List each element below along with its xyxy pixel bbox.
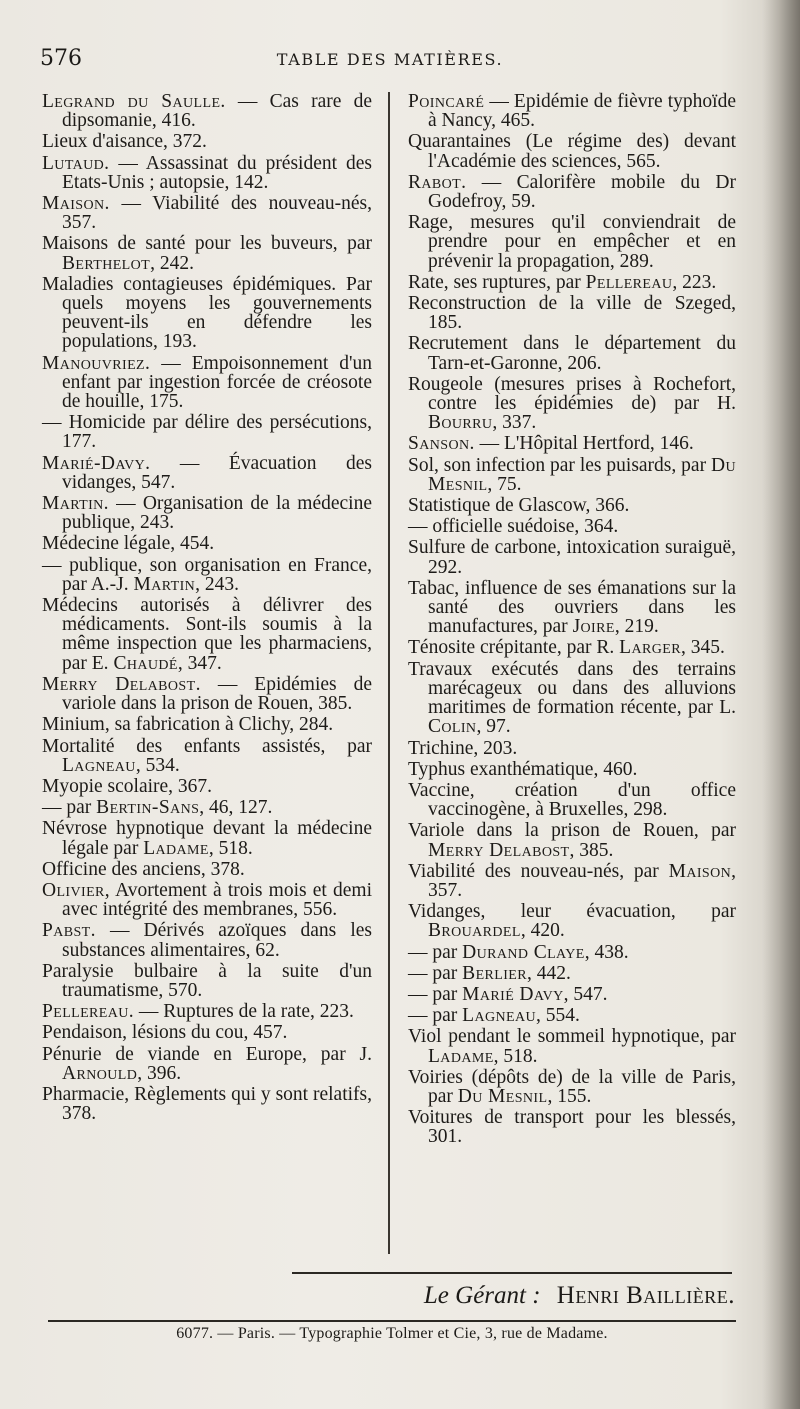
entry-text: , 345.	[680, 637, 725, 659]
entry-text: — Organisation de la médecine publique, 243.	[62, 493, 372, 534]
entry-text: , 155.	[547, 1085, 592, 1107]
entry-text: Mortalité des enfants assistés, par	[42, 735, 372, 757]
author-name: Bourru	[428, 412, 493, 434]
entry-text: Ténosite crépitante, par R.	[408, 637, 620, 659]
running-title: TABLE DES MATIÈRES.	[276, 50, 504, 69]
index-entry	[42, 596, 372, 673]
entry-text: Variole dans la prison de Rouen, par	[408, 820, 736, 842]
index-entry	[408, 375, 736, 433]
entry-text: , 242.	[150, 252, 194, 274]
author-name: Ladame	[143, 837, 209, 859]
index-entry	[42, 860, 372, 879]
entry-text: — officielle suédoise, 364.	[408, 516, 619, 538]
entry-text: Rate, ses ruptures, par	[408, 271, 586, 293]
entry-text: , 97.	[476, 716, 511, 738]
author-name: Olivier,	[42, 879, 111, 901]
index-entry	[408, 739, 736, 758]
author-name: Colin	[428, 716, 477, 738]
index-entry	[408, 902, 736, 940]
index-entry	[42, 92, 372, 130]
author-name: Lagneau	[62, 754, 136, 776]
author-name: Maison	[668, 860, 732, 882]
index-entry	[408, 213, 736, 271]
entry-text: — par	[42, 797, 97, 819]
author-name: Pellereau	[585, 271, 673, 293]
author-name: Merry Delabost.	[42, 673, 201, 695]
index-entry	[42, 154, 372, 192]
author-name: Joire	[572, 616, 615, 638]
entry-text: — Empoisonnement d'un enfant par ingestion forcée de créosote de houille, 175.	[62, 352, 372, 413]
entry-text: Travaux exécutés dans des terrains marécageux ou dans des alluvions maritimes de formation récente, par L.	[408, 658, 736, 719]
index-entry	[408, 985, 736, 1004]
author-name: Pellereau.	[42, 1001, 135, 1023]
entry-text: — par	[408, 1005, 463, 1027]
author-name: Martin	[133, 573, 196, 595]
author-name: Arnould	[62, 1062, 138, 1084]
index-entry	[408, 132, 736, 170]
signature-name: Henri Baillière.	[556, 1282, 735, 1309]
index-entry	[408, 660, 736, 737]
entry-text: Voiries (dépôts de) de la ville de Paris, par	[408, 1066, 736, 1107]
book-spine-shadow	[762, 0, 800, 1409]
index-entry	[408, 538, 736, 576]
author-name: Lutaud.	[42, 152, 110, 174]
entry-text: Pharmacie, Règlements qui y sont relatifs, 378.	[42, 1083, 372, 1125]
entry-text: Recrutement dans le département du Tarn-et-Garonne, 206.	[408, 333, 736, 374]
author-name: Poincaré	[408, 91, 485, 112]
entry-text: , 534.	[135, 754, 180, 776]
index-entry	[408, 781, 736, 819]
author-name: Ladame	[428, 1045, 494, 1067]
index-entry	[42, 921, 372, 959]
index-entry	[408, 173, 736, 211]
author-name: Berlier	[462, 962, 527, 984]
entry-text: — Viabilité des nouveau-nés, 357.	[62, 193, 372, 234]
index-entry	[42, 1045, 372, 1083]
entry-text: Myopie scolaire, 367.	[42, 775, 213, 797]
entry-text: — Homicide par délire des persécutions, 177.	[42, 412, 372, 453]
entry-text: Viol pendant le sommeil hypnotique, par	[408, 1026, 736, 1048]
entry-text: , 223.	[672, 271, 717, 293]
index-entry	[408, 821, 736, 859]
index-entry	[42, 962, 372, 1000]
index-entry	[42, 454, 372, 492]
entry-text: Trichine, 203.	[408, 737, 518, 759]
entry-text: , 442.	[526, 962, 571, 984]
entry-text: Sulfure de carbone, intoxication suraiguë, 292.	[408, 537, 736, 578]
entry-text: Quarantaines (Le régime des) devant l'Académie des sciences, 565.	[408, 131, 736, 172]
author-name: Du Mesnil	[457, 1085, 548, 1107]
index-entry	[42, 534, 372, 553]
author-name: Bertin-Sans	[96, 797, 200, 819]
entry-text: — par	[408, 962, 463, 984]
left-index-column	[42, 92, 372, 1125]
index-entry	[42, 413, 372, 451]
entry-text: Tabac, influence de ses émanations sur la santé des ouvriers dans les manufactures, par	[408, 577, 736, 638]
index-entry	[42, 777, 372, 796]
entry-text: — par	[408, 941, 463, 963]
index-entry	[42, 1085, 372, 1123]
entry-text: , 518.	[493, 1045, 538, 1067]
entry-text: Reconstruction de la ville de Szeged, 185.	[408, 293, 736, 334]
index-entry	[42, 494, 372, 532]
entry-text: Sol, son infection par les puisards, par	[408, 454, 711, 476]
entry-text: Minium, sa fabrication à Clichy, 284.	[42, 714, 334, 736]
entry-text: — publique, son organisation en France, par A.-J.	[42, 554, 372, 595]
entry-text: Viabilité des nouveau-nés, par	[408, 860, 669, 882]
entry-text: , 337.	[492, 412, 537, 434]
index-entry	[408, 943, 736, 962]
entry-text: , 219.	[614, 616, 659, 638]
entry-text: Lieux d'aisance, 372.	[42, 131, 207, 153]
author-name: Legrand du Saulle.	[42, 91, 226, 112]
index-entry	[408, 1006, 736, 1025]
column-divider	[388, 92, 390, 1254]
author-name: Du Mesnil	[428, 454, 736, 495]
entry-text: — par	[408, 983, 463, 1005]
author-name: Durand Claye	[462, 941, 585, 963]
entry-text: , 46, 127.	[199, 797, 273, 819]
index-entry	[408, 517, 736, 536]
index-entry	[42, 675, 372, 713]
index-entry	[408, 1027, 736, 1065]
entry-text: Vaccine, création d'un office vaccinogène, à Bruxelles, 298.	[408, 779, 736, 821]
page-header	[40, 40, 740, 76]
author-name: Brouardel	[428, 920, 521, 942]
entry-text: — Ruptures de la rate, 223.	[134, 1001, 354, 1023]
entry-text: Rougeole (mesures prises à Rochefort, contre les épidémies de) par H.	[408, 373, 736, 415]
entry-text: — Assassinat du président des Etats-Unis ; autopsie, 142.	[62, 152, 372, 193]
entry-text: , 554.	[535, 1005, 580, 1027]
entry-text: , 385.	[569, 839, 614, 861]
index-entry	[42, 1023, 372, 1042]
author-name: Larger	[619, 637, 681, 659]
index-entry	[42, 715, 372, 734]
entry-text: , 243.	[195, 573, 240, 595]
entry-text: , 347.	[177, 652, 222, 674]
index-entry	[408, 334, 736, 372]
author-name: Merry Delabost	[428, 839, 570, 861]
signature-line	[345, 1282, 735, 1310]
index-entry	[42, 194, 372, 232]
signature-rule	[292, 1272, 732, 1274]
entry-text: Voitures de transport pour les blessés, 301.	[408, 1107, 736, 1148]
index-entry	[42, 1002, 372, 1021]
author-name: Maison.	[42, 193, 110, 215]
entry-text: — Epidémie de fièvre typhoïde à Nancy, 465.	[428, 91, 736, 132]
index-entry	[408, 1068, 736, 1106]
index-entry	[408, 92, 736, 130]
index-entry	[408, 294, 736, 332]
index-entry	[408, 862, 736, 900]
author-name: Lagneau	[462, 1005, 536, 1027]
index-entry	[408, 434, 736, 453]
entry-text: Névrose hypnotique devant la médecine légale par	[42, 818, 372, 859]
entry-text: Officine des anciens, 378.	[42, 858, 245, 880]
index-entry	[408, 273, 736, 292]
entry-text: , 396.	[137, 1062, 182, 1084]
entry-text: Médecins autorisés à délivrer des médicaments. Sont-ils soumis à la même inspection que les pharmaciens, par E.	[42, 595, 372, 674]
entry-text: Typhus exanthématique, 460.	[408, 758, 638, 780]
entry-text: , 547.	[563, 983, 608, 1005]
author-name: Martin.	[42, 493, 109, 515]
index-entry	[408, 496, 736, 515]
index-entry	[42, 275, 372, 352]
entry-text: — Epidémies de variole dans la prison de Rouen, 385.	[62, 673, 372, 715]
index-entry	[42, 234, 372, 272]
index-entry	[42, 819, 372, 857]
entry-text: Statistique de Glascow, 366.	[408, 495, 630, 517]
signature-role: Le Gérant :	[423, 1282, 541, 1309]
author-name: Rabot.	[408, 171, 467, 193]
author-name: Pabst.	[42, 920, 96, 942]
index-entry	[42, 354, 372, 412]
entry-text: , 75.	[487, 473, 522, 495]
entry-text: , 357.	[428, 860, 736, 901]
entry-text: — Cas rare de dipsomanie, 416.	[62, 91, 372, 132]
entry-text: Pénurie de viande en Europe, par J.	[42, 1043, 372, 1065]
entry-text: , 438.	[584, 941, 629, 963]
entry-text: , 420.	[520, 920, 565, 942]
author-name: Sanson.	[408, 433, 475, 455]
entry-text: Avortement à trois mois et demi avec intégrité des membranes, 556.	[62, 879, 372, 921]
index-entry	[408, 1108, 736, 1146]
author-name: Manouvriez.	[42, 352, 151, 374]
entry-text: Maisons de santé pour les buveurs, par	[42, 233, 372, 255]
author-name: Berthelot	[62, 252, 151, 274]
author-name: Marié-Davy.	[42, 452, 151, 474]
author-name: Marié Davy	[462, 983, 564, 1005]
imprint-rule	[48, 1320, 736, 1322]
printer-imprint: 6077. — Paris. — Typographie Tolmer et Cie, 3, rue de Madame.	[176, 1325, 608, 1342]
entry-text: Médecine légale, 454.	[42, 533, 215, 555]
entry-text: Maladies contagieuses épidémiques. Par quels moyens les gouvernements peuvent-ils en défendre les populations, 193.	[42, 273, 372, 353]
index-entry	[42, 132, 372, 151]
entry-text: Pendaison, lésions du cou, 457.	[42, 1022, 288, 1044]
right-index-column	[408, 92, 736, 1149]
index-entry	[408, 638, 736, 657]
entry-text: — Calorifère mobile du Dr Godefroy, 59.	[428, 171, 736, 213]
index-entry	[408, 579, 736, 637]
page-number: 576	[40, 46, 82, 71]
index-entry	[408, 760, 736, 779]
entry-text: Vidanges, leur évacuation, par	[408, 901, 736, 923]
index-entry	[42, 737, 372, 775]
index-entry	[42, 798, 372, 817]
entry-text: — L'Hôpital Hertford, 146.	[474, 433, 694, 455]
index-entry	[42, 881, 372, 919]
index-entry	[42, 556, 372, 594]
entry-text: , 518.	[208, 837, 253, 859]
entry-text: — Évacuation des vidanges, 547.	[62, 452, 372, 493]
index-entry	[408, 964, 736, 983]
author-name: Chaudé	[113, 652, 178, 674]
index-entry	[408, 456, 736, 494]
entry-text: Rage, mesures qu'il conviendrait de prendre pour en empêcher et en prévenir la propagation, 289.	[408, 212, 736, 272]
entry-text: — Dérivés azoïques dans les substances alimentaires, 62.	[62, 920, 372, 961]
entry-text: Paralysie bulbaire à la suite d'un traumatisme, 570.	[42, 960, 372, 1001]
